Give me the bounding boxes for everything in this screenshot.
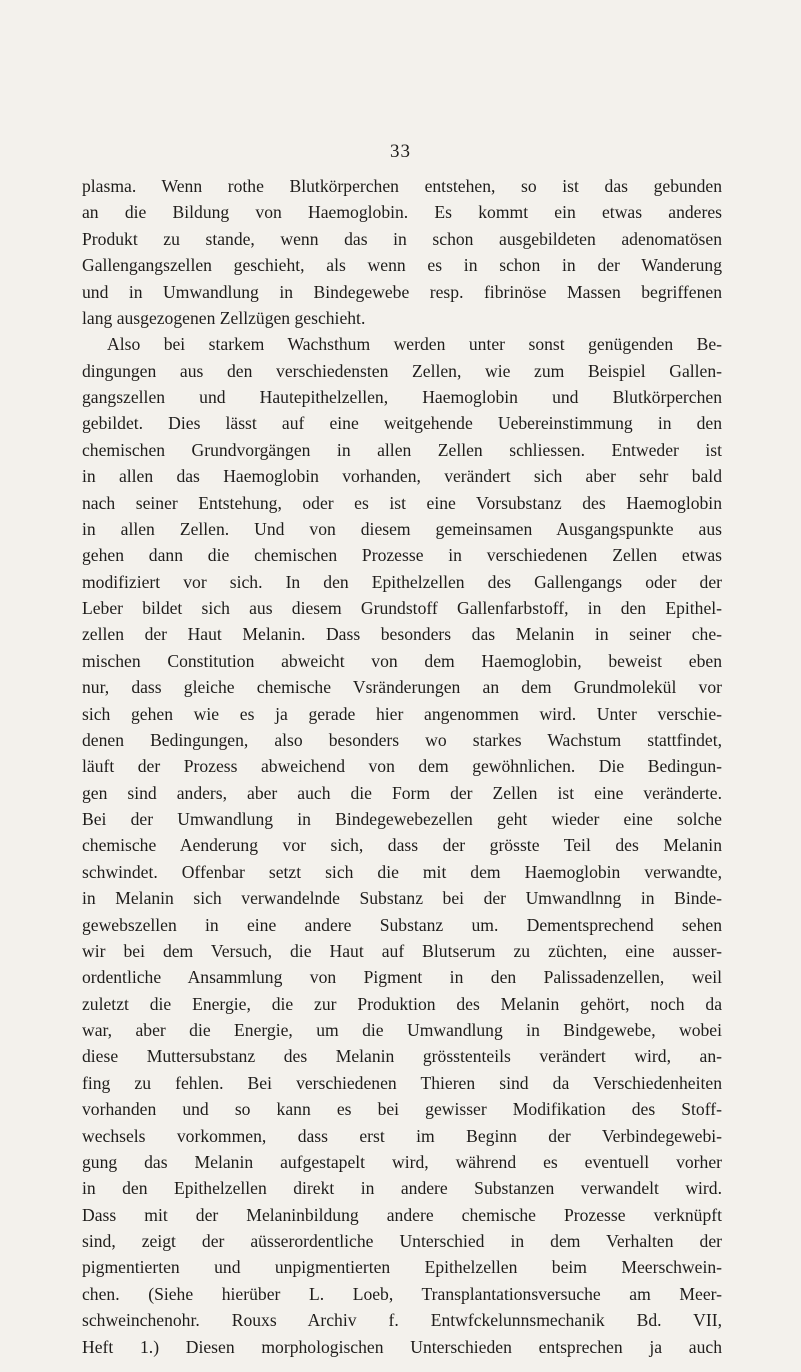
text-line: plasma. Wenn rothe Blutkörperchen entstehen, so ist das gebunden [82, 176, 722, 196]
text-line: gangszellen und Hautepithelzellen, Haemoglobin und Blutkörperchen [82, 387, 722, 407]
text-line: ordentliche Ansammlung von Pigment in den Palissadenzellen, weil [82, 967, 722, 988]
text-line: mischen Constitution abweicht von dem Haemoglobin, beweist eben [82, 650, 722, 671]
text-line: schwindet. Offenbar setzt sich die mit dem Haemoglobin verwandte, [82, 861, 722, 882]
text-line: gebildet. Dies lässt auf eine weitgehende Uebereinstimmung in den [82, 413, 722, 434]
text-line: denen Bedingungen, also besonders wo starkes Wachstum stattfindet, [82, 729, 722, 750]
text-line: chemischen Grundvorgängen in allen Zellen schliessen. Entweder ist [82, 439, 722, 460]
text-line: gung das Melanin aufgestapelt wird, während es eventuell vorher [82, 1151, 722, 1172]
text-line: modifiziert vor sich. In den Epithelzellen des Gallengangs oder der [82, 571, 722, 592]
text-line: dingungen aus den verschiedensten Zellen, wie zum Beispiel Gallen- [82, 360, 722, 381]
text-line: schweinchenohr. Rouxs Archiv f. Entwfckelunnsmechanik Bd. VII, [82, 1310, 722, 1331]
text-line: pigmentierten und unpigmentierten Epithelzellen beim Meerschwein- [82, 1257, 722, 1278]
text-line: Leber bildet sich aus diesem Grundstoff Gallenfarbstoff, in den Epithel- [82, 598, 722, 618]
text-line: Bei der Umwandlung in Bindegewebezellen geht wieder eine solche [82, 809, 722, 829]
text-line: Dass mit der Melaninbildung andere chemische Prozesse verknüpft [82, 1204, 722, 1225]
text-line: Produkt zu stande, wenn das in schon ausgebildeten adenomatösen [82, 228, 722, 249]
text-line: in Melanin sich verwandelnde Substanz bei der Umwandlnng in Binde- [82, 888, 722, 909]
text-line: läuft der Prozess abweichend von dem gewöhnlichen. Die Bedingun- [82, 756, 722, 777]
text-line: in allen das Haemoglobin vorhanden, verändert sich aber sehr bald [82, 466, 722, 487]
text-line: nur, dass gleiche chemische Vsränderungen an dem Grundmolekül vor [82, 677, 722, 698]
text-line: gen sind anders, aber auch die Form der Zellen ist eine veränderte. [82, 782, 722, 803]
text-line: diese Muttersubstanz des Melanin grösstenteils verändert wird, an- [82, 1046, 722, 1067]
text-line: wir bei dem Versuch, die Haut auf Blutserum zu züchten, eine ausser- [82, 940, 722, 961]
text-line: gehen dann die chemischen Prozesse in verschiedenen Zellen etwas [82, 545, 722, 566]
text-line: sich gehen wie es ja gerade hier angenommen wird. Unter verschie- [82, 703, 722, 724]
text-line: Heft 1.) Diesen morphologischen Unterschieden entsprechen ja auch [82, 1336, 722, 1357]
text-line: Also bei starkem Wachsthum werden unter sonst genügenden Be- [107, 334, 722, 355]
text-line: chemische Aenderung vor sich, dass der grösste Teil des Melanin [82, 835, 722, 856]
text-line: vorhanden und so kann es bei gewisser Modifikation des Stoff- [82, 1099, 722, 1120]
text-line: nach seiner Entstehung, oder es ist eine Vorsubstanz des Haemoglobin [82, 492, 722, 513]
body-text [82, 173, 722, 1360]
text-line: zellen der Haut Melanin. Dass besonders das Melanin in seiner che- [82, 624, 722, 645]
page-number: 33 [390, 141, 411, 162]
text-line: sind, zeigt der aüsserordentliche Unterschied in dem Verhalten der [82, 1231, 722, 1251]
text-line: chen. (Siehe hierüber L. Loeb, Transplantationsversuche am Meer- [82, 1283, 722, 1304]
text-line: in den Epithelzellen direkt in andere Substanzen verwandelt wird. [82, 1178, 722, 1199]
text-line: Gallengangszellen geschieht, als wenn es in schon in der Wanderung [82, 255, 722, 276]
text-line: in allen Zellen. Und von diesem gemeinsamen Ausgangspunkte aus [82, 518, 722, 539]
text-line: gewebszellen in eine andere Substanz um. Dementsprechend sehen [82, 914, 722, 935]
text-line: lang ausgezogenen Zellzügen geschieht. [82, 307, 366, 328]
text-line: und in Umwandlung in Bindegewebe resp. fibrinöse Massen begriffenen [82, 281, 722, 302]
text-line: an die Bildung von Haemoglobin. Es kommt ein etwas anderes [82, 202, 722, 223]
text-line: fing zu fehlen. Bei verschiedenen Thieren sind da Verschiedenheiten [82, 1072, 722, 1093]
text-line: wechsels vorkommen, dass erst im Beginn der Verbindegewebi- [82, 1125, 722, 1146]
text-line: war, aber die Energie, um die Umwandlung in Bindgewebe, wobei [82, 1020, 722, 1040]
text-line: zuletzt die Energie, die zur Produktion des Melanin gehört, noch da [82, 993, 722, 1014]
